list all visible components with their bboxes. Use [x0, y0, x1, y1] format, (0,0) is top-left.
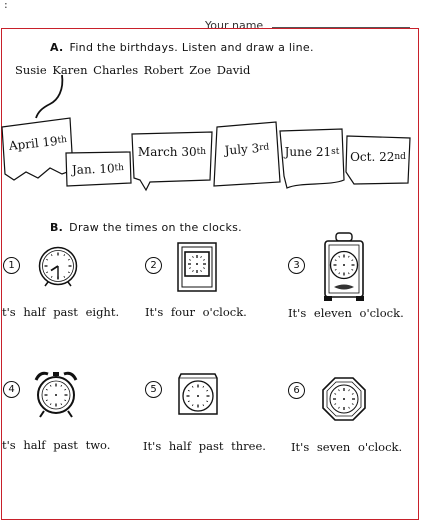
card-month: April	[8, 135, 40, 154]
square-clock-icon[interactable]	[176, 241, 218, 293]
section-a-letter: A.	[50, 41, 64, 54]
statement-6: It's seven o'clock.	[291, 440, 403, 454]
card-suffix: th	[114, 163, 125, 174]
card-month: July	[224, 141, 249, 158]
alarm-round-icon[interactable]	[38, 246, 82, 288]
card-day: 21	[315, 145, 332, 159]
section-b-instruction: Draw the times on the clocks.	[69, 221, 242, 234]
section-a-instruction: Find the birthdays. Listen and draw a line.	[69, 41, 314, 54]
section-b-heading	[50, 221, 242, 234]
card-day: 30	[181, 145, 197, 159]
name-robert[interactable]: Robert	[143, 63, 184, 77]
statement-2: It's four o'clock.	[145, 305, 247, 319]
card-jan-10[interactable]	[66, 154, 131, 184]
example-answer-line	[36, 75, 62, 118]
card-suffix: nd	[394, 152, 406, 162]
name-zoe[interactable]: Zoe	[189, 63, 212, 77]
card-day: 3	[251, 141, 260, 156]
item-number-2: 2	[145, 257, 162, 274]
your-name-label: Your name	[205, 19, 264, 29]
name-david[interactable]: David	[216, 63, 251, 77]
section-b-letter: B.	[50, 221, 64, 234]
item-number-5: 5	[145, 381, 162, 398]
card-month: Jan.	[71, 162, 96, 177]
name-susie[interactable]: Susie	[15, 63, 47, 77]
card-day: 19	[41, 133, 59, 150]
octagon-clock-icon[interactable]	[321, 376, 367, 422]
card-suffix: rd	[258, 142, 270, 154]
statement-5: It's half past three.	[143, 439, 266, 453]
card-day: 10	[99, 161, 115, 176]
card-suffix: st	[331, 147, 340, 157]
item-number-3: 3	[288, 257, 305, 274]
card-suffix: th	[57, 134, 68, 146]
name-charles[interactable]: Charles	[93, 63, 139, 77]
card-month: June	[284, 145, 312, 159]
statement-1: t's half past eight.	[2, 305, 120, 319]
card-july-3[interactable]	[215, 132, 279, 166]
card-day: 22	[379, 150, 395, 164]
card-suffix: th	[196, 147, 207, 157]
card-june-21[interactable]	[280, 137, 344, 167]
cube-clock-icon[interactable]	[175, 370, 221, 418]
twin-bell-alarm-clock-icon[interactable]	[32, 370, 80, 420]
card-march-30[interactable]	[132, 136, 212, 168]
statement-4: t's half past two.	[2, 438, 111, 452]
card-month: March	[137, 145, 178, 159]
item-number-1: 1	[3, 257, 20, 274]
item-number-4: 4	[3, 381, 20, 398]
mantel-clock-icon[interactable]	[322, 232, 366, 302]
card-month: Oct.	[350, 150, 376, 164]
card-oct-22[interactable]	[346, 142, 410, 172]
top-margin-mark: :	[4, 0, 8, 11]
statement-3: It's eleven o'clock.	[288, 306, 404, 320]
name-karen[interactable]: Karen	[52, 63, 88, 77]
item-number-6: 6	[288, 382, 305, 399]
